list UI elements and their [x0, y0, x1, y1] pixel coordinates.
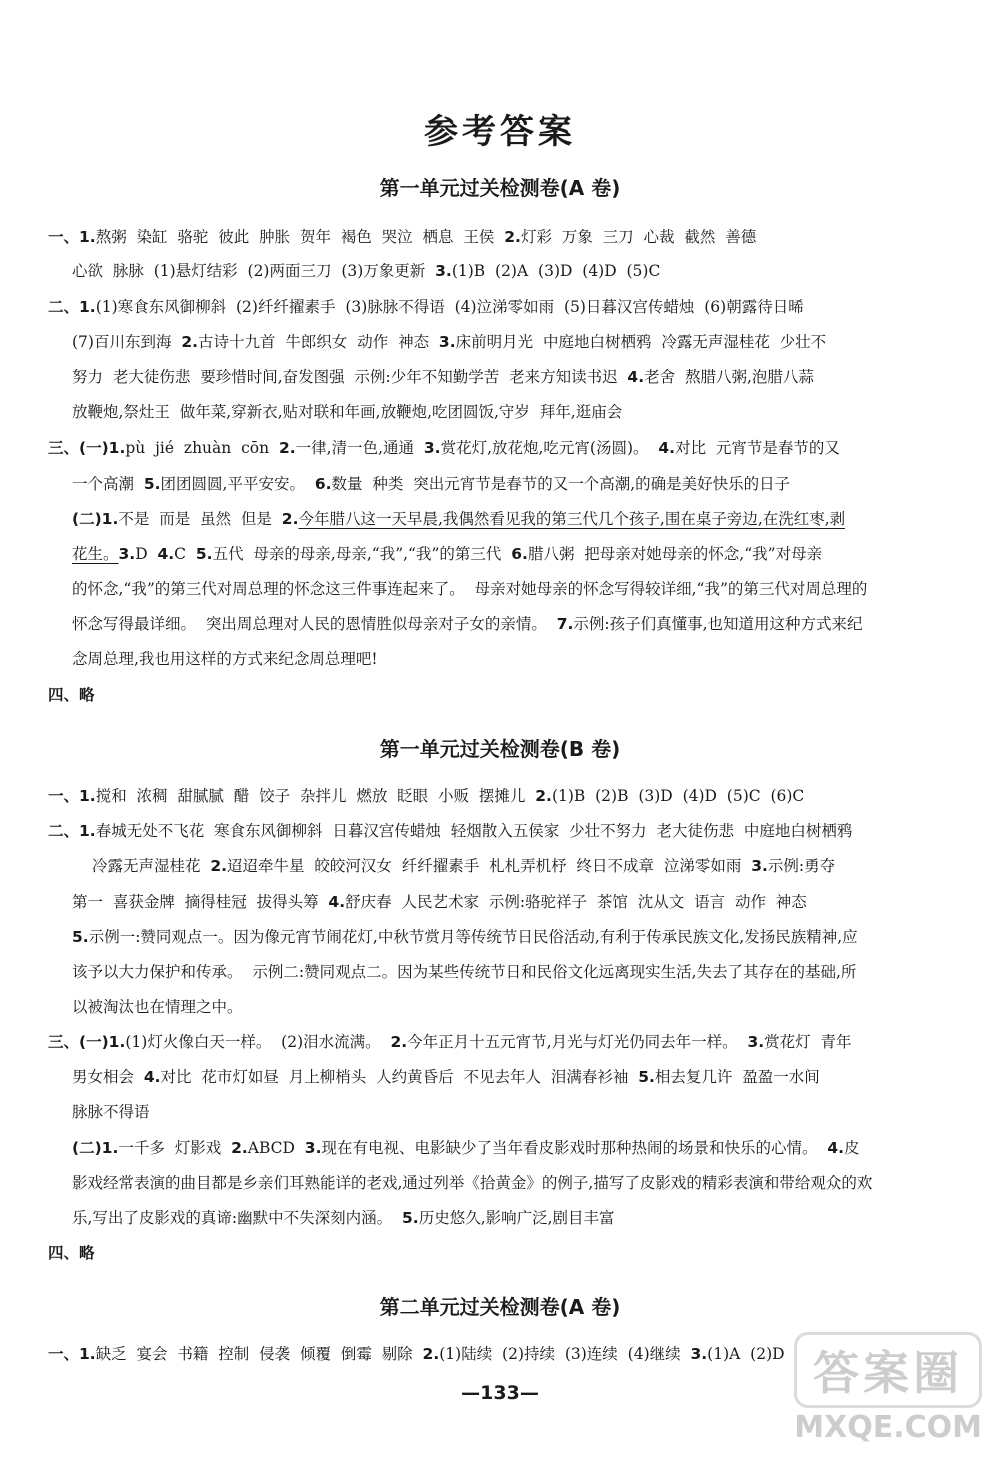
answer-line: 二、1.春城无处不飞花 寒食东风御柳斜 日暮汉宫传蜡烛 轻烟散入五侯家 少壮不努力 老大徒伤悲 中庭地白树栖鸦: [48, 822, 853, 840]
answer-line: 四、略: [48, 1244, 95, 1262]
answer-line: 三、(一)1.pù jié zhuàn cōn 2.一律,清一色,通通 3.赏花灯,放花炮,吃元宵(汤圆)。 4.对比 元宵节是春节的又: [48, 439, 840, 457]
answer-line: 念周总理,我也用这样的方式来纪念周总理吧!: [72, 650, 378, 668]
answer-line: 怀念写得最详细。 突出周总理对人民的恩情胜似母亲对子女的亲情。 7.示例:孩子们真懂事,也知道用这种方式来纪: [72, 615, 863, 633]
answer-line: 该予以大力保护和传承。 示例二:赞同观点二。因为某些传统节日和民俗文化远离现实生活,失去了其存在的基础,所: [72, 963, 857, 981]
answer-line: 脉脉不得语: [72, 1103, 150, 1121]
section-heading-unit1-b: 第一单元过关检测卷(B 卷): [379, 737, 621, 761]
watermark-url: MXQE.COM: [794, 1410, 982, 1445]
answer-line: 二、1.(1)寒食东风御柳斜 (2)纤纤擢素手 (3)脉脉不得语 (4)泣涕零如雨 (5)日暮汉宫传蜡烛 (6)朝露待日晞: [48, 298, 804, 316]
answer-line: 一、1.熬粥 染缸 骆驼 彼此 肿胀 贺年 褐色 哭泣 栖息 王侯 2.灯彩 万象 三刀 心裁 截然 善德: [48, 228, 757, 246]
page-title: 参考答案: [424, 112, 576, 152]
page-number: —133—: [461, 1382, 539, 1404]
answer-line: 冷露无声湿桂花 2.迢迢牵牛星 皎皎河汉女 纤纤擢素手 札札弄机杼 终日不成章 泣涕零如雨 3.示例:勇夺: [92, 857, 836, 875]
answer-line: 努力 老大徒伤悲 要珍惜时间,奋发图强 示例:少年不知勤学苦 老来方知读书迟 4.老舍 熬腊八粥,泡腊八蒜: [72, 368, 814, 386]
section-heading-unit1-a: 第一单元过关检测卷(A 卷): [379, 176, 621, 200]
answer-line: 以被淘汰也在情理之中。: [72, 998, 243, 1016]
watermark: [794, 1332, 982, 1445]
answer-line: 心欲 脉脉 (1)悬灯结彩 (2)两面三刀 (3)万象更新 3.(1)B (2)A (3)D (4)D (5)C: [72, 262, 661, 280]
answer-line: 影戏经常表演的曲目都是乡亲们耳熟能详的老戏,通过列举《拾黄金》的例子,描写了皮影戏的精彩表演和带给观众的欢: [72, 1174, 873, 1192]
answer-line: 三、(一)1.(1)灯火像白天一样。 (2)泪水流满。 2.今年正月十五元宵节,月光与灯光仍同去年一样。 3.赏花灯 青年: [48, 1033, 852, 1051]
section-heading-unit2-a: 第二单元过关检测卷(A 卷): [379, 1295, 621, 1319]
answer-line: 一、1.搅和 浓稠 甜腻腻 醋 饺子 杂拌儿 燃放 眨眼 小贩 摆摊儿 2.(1)B (2)B (3)D (4)D (5)C (6)C: [48, 787, 805, 805]
answer-line: 5.示例一:赞同观点一。因为像元宵节闹花灯,中秋节赏月等传统节日民俗活动,有利于传承民族文化,发扬民族精神,应: [72, 928, 858, 946]
answer-line: 第一 喜获金牌 摘得桂冠 拔得头筹 4.舒庆春 人民艺术家 示例:骆驼祥子 茶馆 沈从文 语言 动作 神态: [72, 893, 807, 911]
answer-line: 四、略: [48, 686, 95, 704]
answer-line: (7)百川东到海 2.古诗十九首 牛郎织女 动作 神态 3.床前明月光 中庭地白树栖鸦 冷露无声湿桂花 少壮不: [72, 333, 827, 351]
answer-line: 乐,写出了皮影戏的真谛:幽默中不失深刻内涵。 5.历史悠久,影响广泛,剧目丰富: [72, 1209, 615, 1227]
answer-line: (二)1.不是 而是 虽然 但是 2.今年腊八这一天早晨,我偶然看见我的第三代几个孩子,围在桌子旁边,在洗红枣,剥: [72, 510, 846, 528]
answer-line: 花生。3.D 4.C 5.五代 母亲的母亲,母亲,“我”,“我”的第三代 6.腊八粥 把母亲对她母亲的怀念,“我”对母亲: [72, 545, 823, 563]
answer-line: (二)1.一千多 灯影戏 2.ABCD 3.现在有电视、电影缺少了当年看皮影戏时那种热闹的场景和快乐的心情。 4.皮: [72, 1139, 860, 1157]
answer-line: 一、1.缺乏 宴会 书籍 控制 侵袭 倾覆 倒霉 剔除 2.(1)陆续 (2)持续 (3)连续 (4)继续 3.(1)A (2)D: [48, 1345, 785, 1363]
answer-line: 一个高潮 5.团团圆圆,平平安安。 6.数量 种类 突出元宵节是春节的又一个高潮,的确是美好快乐的日子: [72, 475, 791, 493]
answer-line: 的怀念,“我”的第三代对周总理的怀念这三件事连起来了。 母亲对她母亲的怀念写得较详细,“我”的第三代对周总理的: [72, 580, 868, 598]
answer-line: 男女相会 4.对比 花市灯如昼 月上柳梢头 人约黄昏后 不见去年人 泪满春衫袖 5.相去复几许 盈盈一水间: [72, 1068, 820, 1086]
watermark-logo: 答案圈: [794, 1332, 982, 1408]
answer-line: 放鞭炮,祭灶王 做年菜,穿新衣,贴对联和年画,放鞭炮,吃团圆饭,守岁 拜年,逛庙会: [72, 403, 623, 421]
